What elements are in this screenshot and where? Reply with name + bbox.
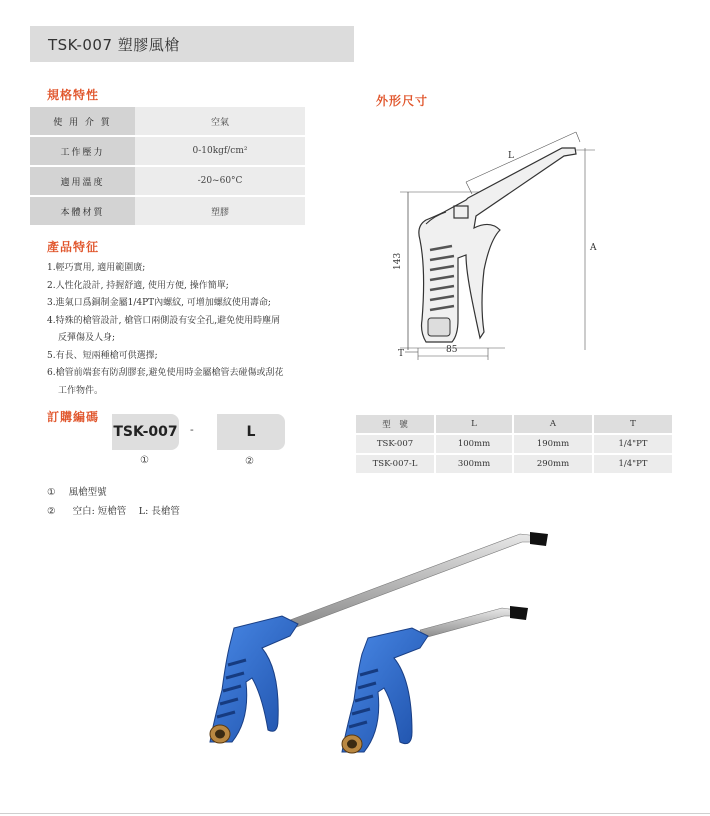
spec-row (30, 136, 305, 166)
order-code-main: TSK-007 (112, 414, 179, 450)
spec-label: 適用溫度 (30, 166, 135, 196)
features-section-title: 產品特征 (47, 240, 100, 254)
note-mark: ② (47, 506, 56, 517)
spec-label: 使 用 介 質 (30, 107, 135, 136)
bottom-divider (0, 813, 710, 814)
spec-value: 0-10kgf/cm² (135, 136, 305, 166)
dimension-section-title: 外形尺寸 (376, 94, 429, 108)
spec-label: 工作壓力 (30, 136, 135, 166)
note-mark: ① (47, 487, 56, 498)
feature-item: 反彈傷及人身; (58, 333, 116, 343)
feature-item: 3.進氣口爲銅制金屬1/4PT內螺紋, 可增加螺紋使用壽命; (47, 298, 271, 308)
model-cell: TSK-007-L (356, 454, 435, 474)
spec-label: 本體材質 (30, 196, 135, 226)
order-code-suffix: L (217, 414, 285, 450)
order-mark-2: ② (245, 456, 254, 467)
model-cell: 1/4"PT (593, 454, 673, 474)
spec-row (30, 196, 305, 226)
spec-section-title: 規格特性 (47, 88, 100, 102)
product-photo (150, 520, 570, 800)
note-row (47, 484, 107, 498)
dim-label-a: A (590, 243, 597, 253)
model-header-cell: A (513, 415, 593, 434)
model-header-cell: T (593, 415, 673, 434)
spec-row (30, 107, 305, 136)
features-list (47, 260, 357, 400)
short-blow-gun (342, 606, 528, 753)
feature-item: 4.特殊的槍管設計, 槍管口兩側設有安全孔,避免使用時塵屑 (47, 315, 281, 326)
page-title: TSK-007 塑膠風槍 (48, 35, 180, 54)
model-table (356, 415, 674, 475)
feature-item: 1.輕巧實用, 適用範圍廣; (47, 263, 146, 273)
spec-value: 塑膠 (135, 196, 305, 226)
note-row (47, 503, 180, 517)
dimension-drawing (380, 120, 610, 370)
model-cell: 300mm (435, 454, 513, 474)
model-cell: TSK-007 (356, 434, 435, 454)
spec-value: -20~60°C (135, 166, 305, 196)
title-bar (30, 26, 354, 62)
table-row (356, 434, 673, 454)
order-section-title: 訂購編碼 (47, 410, 100, 424)
feature-item: 2.人性化設計, 持握舒適, 使用方便, 操作簡單; (47, 280, 229, 291)
dim-label-height: 143 (393, 252, 403, 270)
model-table-header (356, 415, 673, 434)
model-header-cell: 型 號 (356, 415, 435, 434)
dim-label-width: 85 (446, 345, 458, 355)
feature-item: 工作物件。 (58, 385, 104, 396)
note-text: 風槍型號 (68, 487, 107, 498)
spec-value: 空氣 (135, 107, 305, 136)
dim-label-t: T (398, 349, 405, 359)
table-row (356, 454, 673, 474)
model-cell: 1/4"PT (593, 434, 673, 454)
model-cell: 290mm (513, 454, 593, 474)
spec-table (30, 107, 305, 227)
spec-row (30, 166, 305, 196)
feature-item: 6.槍管前端套有防刮膠套,避免使用時金屬槍管去碰傷或刮花 (47, 368, 284, 378)
note-text: 空白: 短槍管 L: 長槍管 (72, 506, 180, 517)
model-cell: 190mm (513, 434, 593, 454)
order-dash: - (190, 423, 194, 436)
dim-label-l: L (508, 151, 514, 161)
model-cell: 100mm (435, 434, 513, 454)
feature-item: 5.有長、短兩種槍可供選擇; (47, 350, 158, 361)
order-mark-1: ① (140, 455, 149, 466)
model-header-cell: L (435, 415, 513, 434)
